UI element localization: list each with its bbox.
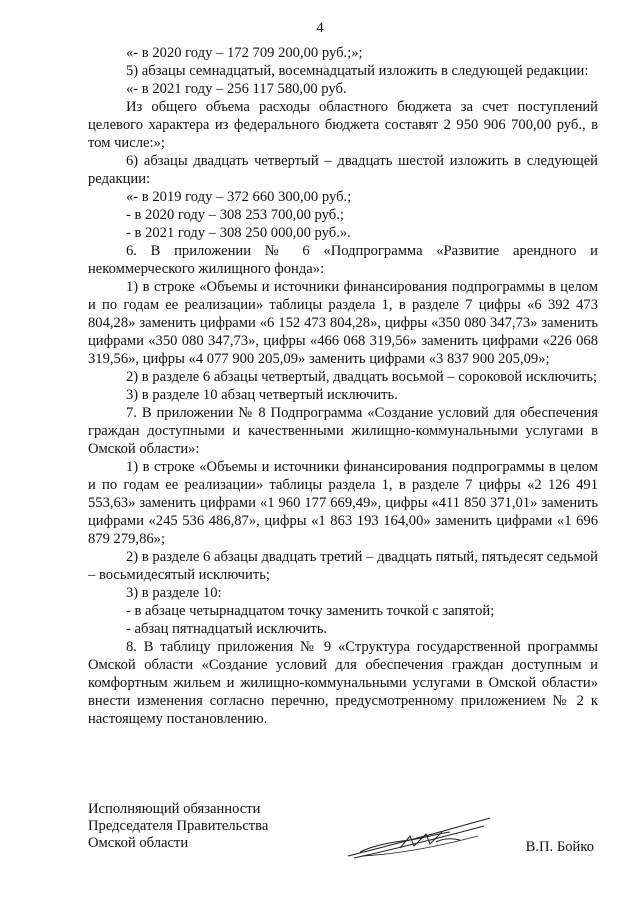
handwritten-signature [340, 812, 500, 864]
paragraph: 2) в разделе 6 абзацы четвертый, двадцать восьмой – сороковой исключить; [126, 369, 598, 385]
paragraph: 8. В таблицу приложения № 9 «Структура государственной программы Омской области «Создание условий для обеспечения граждан доступным и комфортным жильем и жилищно-коммунальными услугами в Омской области» внести изменения согласно перечню, предусмотренному приложением № 2 к настоящему постановлению. [88, 639, 598, 727]
signature-title-line-2: Председателя Правительства [88, 818, 269, 834]
paragraph: 3) в разделе 10 абзац четвертый исключить. [126, 387, 398, 403]
paragraph: 1) в строке «Объемы и источники финансирования подпрограммы в целом и по годам ее реализации» таблицы раздела 1, в разделе 7 цифры «2 126 491 553,63» заменить цифрами «1 960 177 669,49», цифры «411 850 371,01» заменить цифрами «245 536 486,87», цифры «1 863 193 164,00» заменить цифрами «1 696 879 279,86»; [88, 459, 598, 547]
paragraph: «- в 2020 году – 172 709 200,00 руб.;»; [126, 45, 363, 61]
paragraph: 2) в разделе 6 абзацы двадцать третий – двадцать пятый, пятьдесят седьмой – восьмидесятый исключить; [88, 549, 598, 583]
paragraph: 7. В приложении № 8 Подпрограмма «Создание условий для обеспечения граждан доступными и качественными жилищно-коммунальными услугами в Омской области»: [88, 405, 598, 457]
document-body [88, 44, 598, 728]
paragraph: 6) абзацы двадцать четвертый – двадцать шестой изложить в следующей редакции: [88, 153, 598, 187]
paragraph: 5) абзацы семнадцатый, восемнадцатый изложить в следующей редакции: [126, 63, 589, 79]
signatory-name: В.П. Бойко [525, 839, 594, 855]
paragraph: - в абзаце четырнадцатом точку заменить точкой с запятой; [126, 603, 495, 619]
paragraph: «- в 2021 году – 256 117 580,00 руб. [126, 81, 347, 97]
paragraph: - в 2021 году – 308 250 000,00 руб.». [126, 225, 351, 241]
paragraph: 3) в разделе 10: [126, 585, 222, 601]
paragraph: 6. В приложении № 6 «Подпрограмма «Развитие арендного и некоммерческого жилищного фонда»: [88, 243, 598, 277]
paragraph: - в 2020 году – 308 253 700,00 руб.; [126, 207, 344, 223]
paragraph: Из общего объема расходы областного бюджета за счет поступлений целевого характера из федерального бюджета составят 2 950 906 700,00 руб., в том числе:»; [88, 99, 598, 151]
paragraph: 1) в строке «Объемы и источники финансирования подпрограммы в целом и по годам ее реализации» таблицы раздела 1, в разделе 7 цифры «6 392 473 804,28» заменить цифрами «6 152 473 804,28», цифры «350 080 347,73» заменить цифрами «350 080 347,73», цифры «466 068 319,56» заменить цифрами «226 068 319,56», цифры «4 077 900 205,09» заменить цифрами «3 837 900 205,09»; [88, 279, 598, 367]
signature-title-line-1: Исполняющий обязанности [88, 801, 261, 817]
paragraph: «- в 2019 году – 372 660 300,00 руб.; [126, 189, 352, 205]
paragraph: - абзац пятнадцатый исключить. [126, 621, 328, 637]
signature-title-line-3: Омской области [88, 835, 189, 851]
page-number: 4 [316, 20, 324, 36]
